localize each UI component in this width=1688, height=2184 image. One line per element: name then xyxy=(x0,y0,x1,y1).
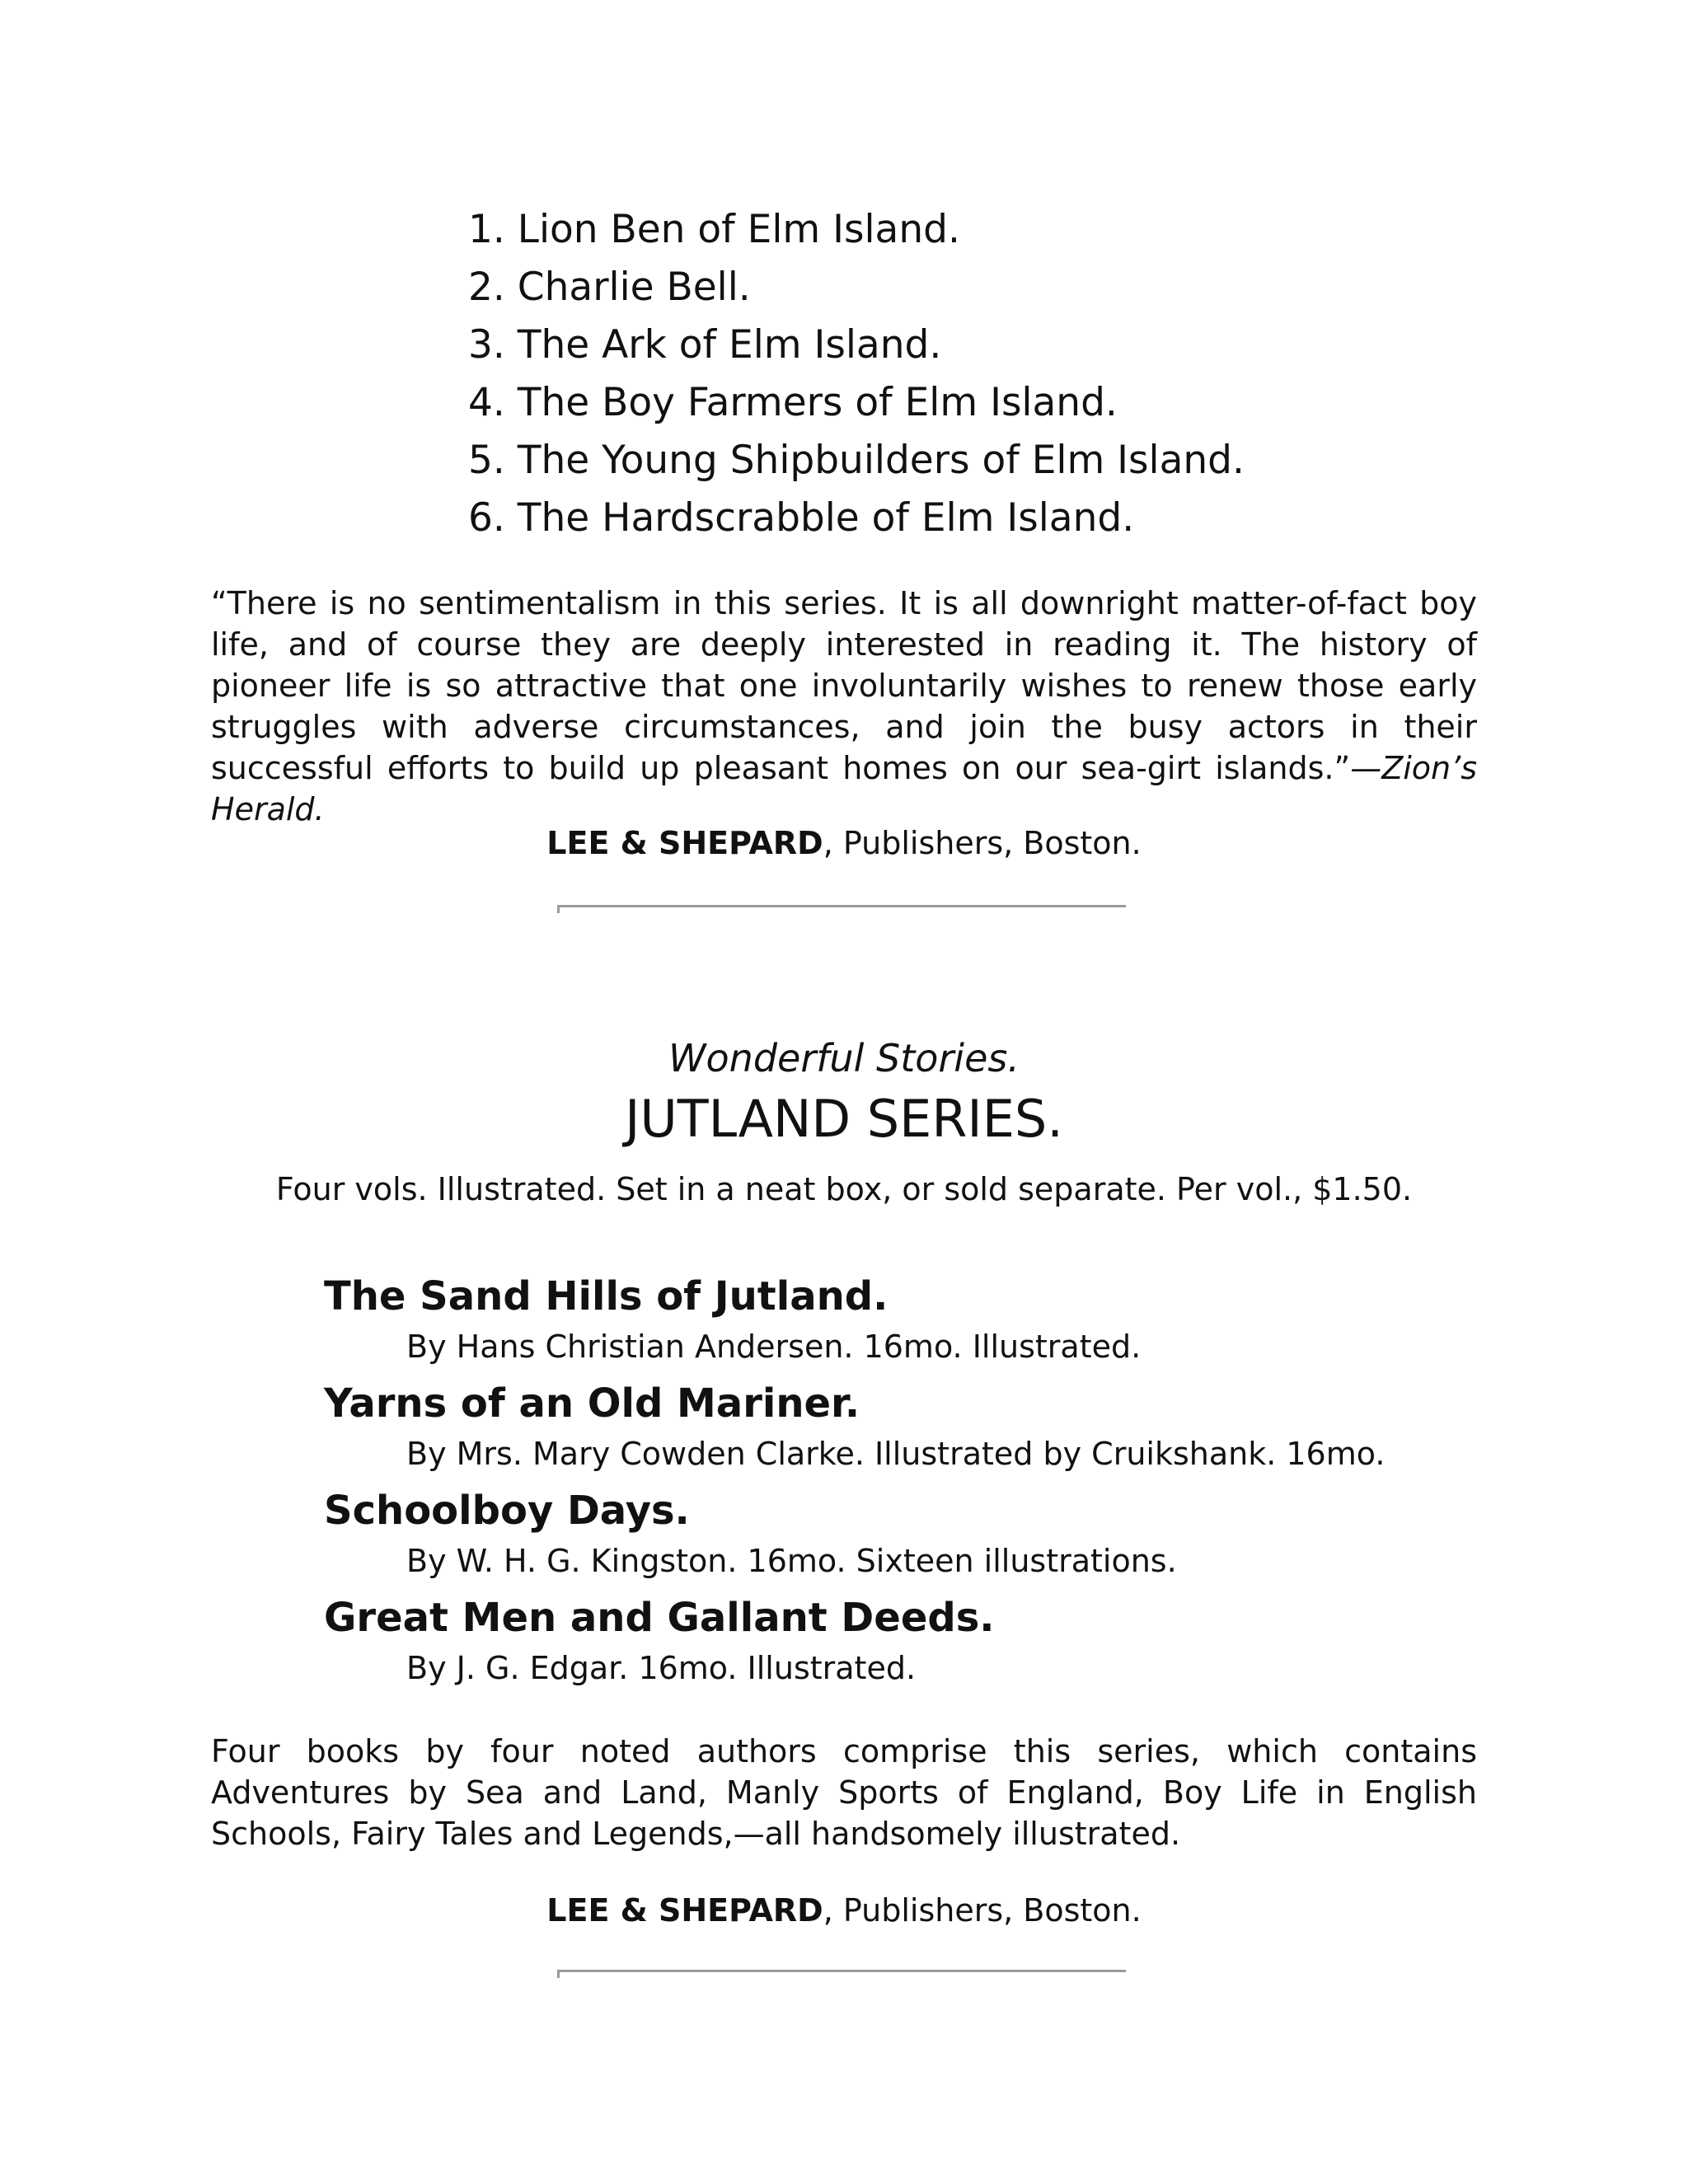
series-info: Four vols. Illustrated. Set in a neat box, or sold separate. Per vol., $1.50. xyxy=(275,1171,1413,1207)
book-detail: By J. G. Edgar. 16mo. Illustrated. xyxy=(406,1650,917,1686)
publisher-line xyxy=(0,823,1688,864)
book-entry xyxy=(324,1483,1560,1591)
list-item: 5. The Young Shipbuilders of Elm Island. xyxy=(468,438,1245,483)
publisher-location: , Publishers, Boston. xyxy=(823,825,1142,861)
book-title: The Sand Hills of Jutland. xyxy=(324,1273,889,1319)
publisher-location: , Publishers, Boston. xyxy=(823,1892,1142,1929)
series-description: Four books by four noted authors comprise this series, which contains Adventures by Sea and Land, Manly Sports of England, Boy Life in English Schools, Fairy Tales and Legends,—all handsomely illustrated. xyxy=(211,1733,1477,1852)
review-quote xyxy=(211,583,1477,830)
book-title: Yarns of an Old Mariner. xyxy=(324,1380,860,1427)
list-item: 1. Lion Ben of Elm Island. xyxy=(468,207,960,252)
quote-source: —Zion’s Herald. xyxy=(211,750,1477,827)
book-detail: By Mrs. Mary Cowden Clarke. Illustrated by Cruikshank. 16mo. xyxy=(406,1436,1386,1472)
book-title: Great Men and Gallant Deeds. xyxy=(324,1595,995,1641)
book-entry xyxy=(324,1591,1560,1698)
publisher-name: LEE & SHEPARD xyxy=(546,825,823,861)
book-entry xyxy=(324,1376,1560,1483)
quote-text: “There is no sentimentalism in this series. It is all downright matter-of-fact boy life, and of course they are deeply interested in reading it. The history of pioneer life is so attractive that one involuntarily wishes to renew those early struggles with adverse circumstances, and join the busy actors in their successful efforts to build up pleasant homes on our sea-girt islands.” xyxy=(211,585,1477,786)
jutland-book-list xyxy=(324,1269,1560,1698)
list-item: 2. Charlie Bell. xyxy=(468,265,751,310)
book-detail: By Hans Christian Andersen. 16mo. Illustrated. xyxy=(406,1329,1142,1365)
divider-rule xyxy=(557,1970,1126,1972)
series-tagline: Wonderful Stories. xyxy=(668,1036,1020,1080)
list-item: 4. The Boy Farmers of Elm Island. xyxy=(468,380,1118,425)
list-item: 6. The Hardscrabble of Elm Island. xyxy=(468,495,1135,541)
book-detail: By W. H. G. Kingston. 16mo. Sixteen illustrations. xyxy=(406,1543,1177,1579)
book-entry xyxy=(324,1269,1560,1376)
list-item: 3. The Ark of Elm Island. xyxy=(468,322,942,368)
series-title: JUTLAND SERIES. xyxy=(625,1089,1063,1149)
publisher-line xyxy=(0,1890,1688,1931)
publisher-name: LEE & SHEPARD xyxy=(546,1892,823,1929)
divider-rule xyxy=(557,905,1126,907)
book-title: Schoolboy Days. xyxy=(324,1488,690,1534)
elm-island-book-list xyxy=(468,201,1245,547)
